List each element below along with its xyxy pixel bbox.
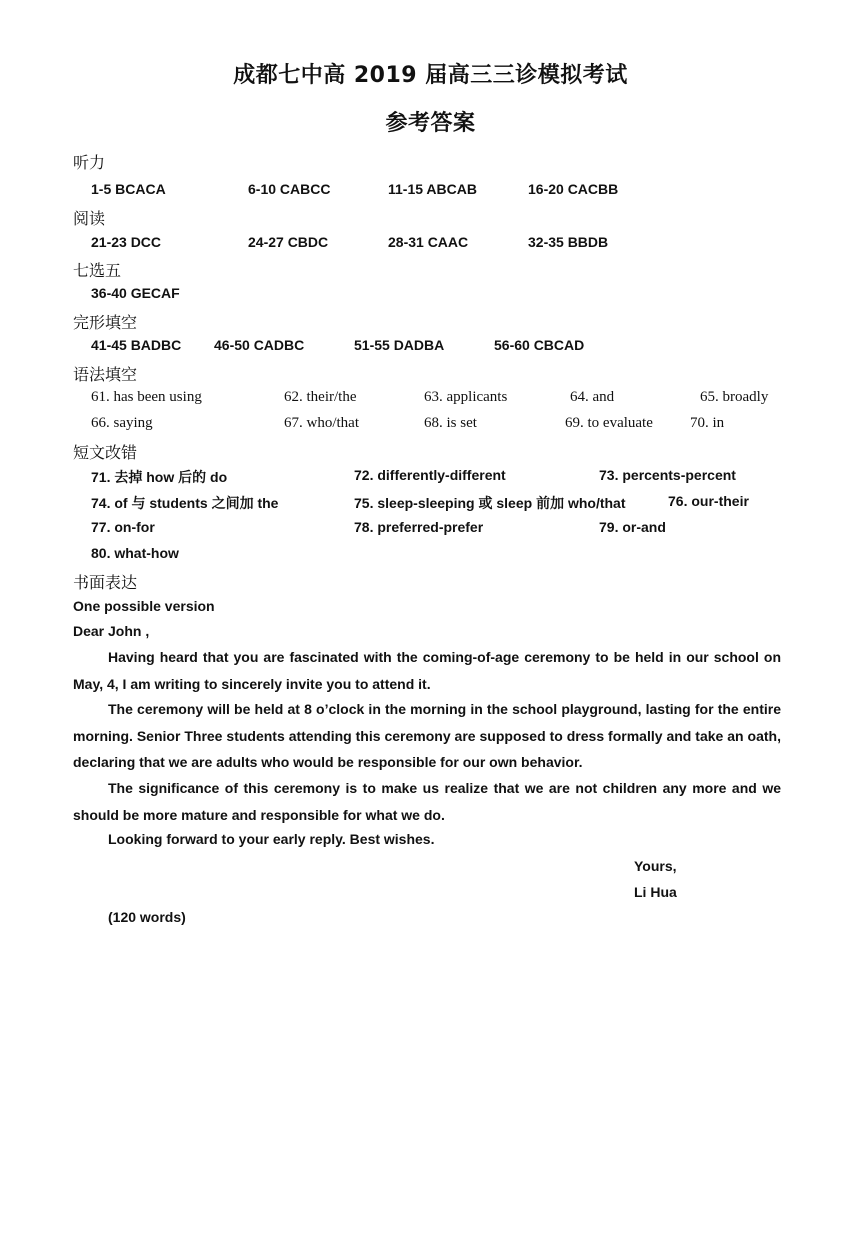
grammar-answer: 68. is set: [424, 415, 477, 431]
document-title: 成都七中高 2019 届高三三诊模拟考试: [233, 63, 628, 88]
grammar-answer: 69. to evaluate: [565, 415, 653, 431]
answer-group: 1-5 BCACA: [91, 181, 166, 197]
section-label-grammar: 语法填空: [73, 365, 138, 384]
grammar-answer: 63. applicants: [424, 389, 508, 405]
document-subtitle: 参考答案: [385, 111, 476, 136]
grammar-answer: 67. who/that: [284, 415, 359, 431]
grammar-answer: 62. their/the: [284, 389, 357, 405]
letter-paragraph: Having heard that you are fascinated with the coming-of-age ceremony to be held in our school on May, 4, I am writing to sincerely invite you to attend it.: [73, 649, 781, 692]
answer-group: 32-35 BBDB: [528, 234, 609, 250]
answer-group: 28-31 CAAC: [388, 234, 469, 250]
section-label-correction: 短文改错: [73, 443, 138, 462]
answer-group: 56-60 CBCAD: [494, 337, 585, 353]
letter-paragraph: The ceremony will be held at 8 o’clock in the morning in the school playground, lasting for the entire morning. Senior Three students attending this ceremony are supposed to dress formally and take an oath, declaring that we are adults who would be responsible for our own behavior.: [73, 701, 781, 770]
answer-group: 11-15 ABCAB: [388, 181, 477, 197]
section-label-listening: 听力: [73, 153, 106, 172]
letter-paragraph: The significance of this ceremony is to make us realize that we are not children any more and we should be more mature and responsible for what we do.: [73, 780, 781, 823]
version-label: One possible version: [73, 598, 215, 614]
answer-group: 6-10 CABCC: [248, 181, 331, 197]
grammar-answer: 70. in: [690, 415, 725, 431]
section-label-seven-choose-five: 七选五: [73, 261, 122, 280]
section-label-reading: 阅读: [73, 209, 106, 228]
section-label-writing: 书面表达: [73, 573, 138, 592]
correction-answer: 71. 去掉 how 后的 do: [91, 469, 228, 485]
correction-answer: 72. differently-different: [354, 467, 506, 483]
grammar-answer: 61. has been using: [91, 389, 202, 405]
answer-group: 21-23 DCC: [91, 234, 162, 250]
grammar-answer: 65. broadly: [700, 389, 769, 405]
correction-answer: 73. percents-percent: [599, 467, 736, 483]
section-label-cloze: 完形填空: [73, 313, 138, 332]
answer-group: 41-45 BADBC: [91, 337, 182, 353]
grammar-answer: 64. and: [570, 389, 615, 405]
answer-group: 36-40 GECAF: [91, 285, 180, 301]
correction-answer: 74. of 与 students 之间加 the: [91, 495, 279, 511]
answer-group: 51-55 DADBA: [354, 337, 445, 353]
correction-answer: 80. what-how: [91, 545, 179, 561]
grammar-answer: 66. saying: [91, 415, 153, 431]
letter-closing: Yours,: [634, 858, 677, 874]
word-count: (120 words): [108, 909, 186, 925]
correction-answer: 79. or-and: [599, 519, 666, 535]
letter-paragraph: Looking forward to your early reply. Best wishes.: [108, 831, 435, 847]
correction-answer: 78. preferred-prefer: [354, 519, 484, 535]
letter-signature: Li Hua: [634, 884, 677, 900]
answer-group: 24-27 CBDC: [248, 234, 329, 250]
answer-group: 16-20 CACBB: [528, 181, 619, 197]
correction-answer: 77. on-for: [91, 519, 155, 535]
correction-answer: 75. sleep-sleeping 或 sleep 前加 who/that: [354, 495, 626, 511]
letter-greeting: Dear John ,: [73, 623, 150, 639]
correction-answer: 76. our-their: [668, 493, 749, 509]
answer-group: 46-50 CADBC: [214, 337, 305, 353]
